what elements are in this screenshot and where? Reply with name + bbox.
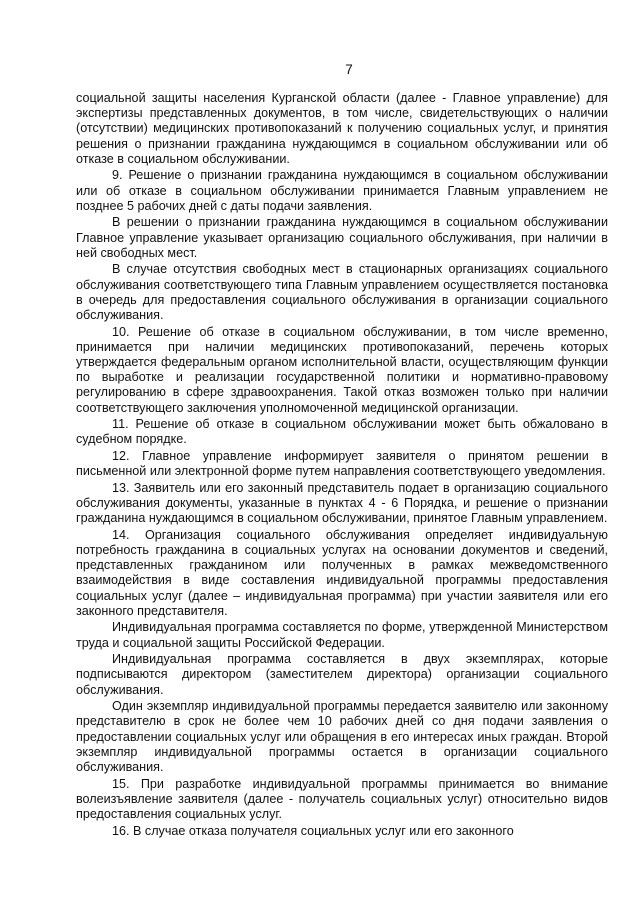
- paragraph-9: 9. Решение о признании гражданина нуждающимся в социальном обслуживании или об отказе в социальном обслуживании принимается Главным управлением не позднее 5 рабочих дней с даты подачи заявления.: [76, 168, 608, 213]
- paragraph-9-queue: В случае отсутствия свободных мест в стационарных организациях социального обслуживания соответствующего типа Главным управлением осуществляется постановка в очередь для предоставления социального обслуживания в организации социального обслуживания.: [76, 262, 608, 323]
- paragraph-14-form: Индивидуальная программа составляется по форме, утвержденной Министерством труда и социальной защиты Российской Федерации.: [76, 620, 608, 650]
- paragraph-15: 15. При разработке индивидуальной программы принимается во внимание волеизъявление заявителя (далее - получатель социальных услуг) относительно видов предоставления социальных услуг.: [76, 776, 608, 822]
- paragraph-13: 13. Заявитель или его законный представитель подает в организацию социального обслуживания документы, указанные в пунктах 4 - 6 Порядка, и решение о признании гражданина нуждающимся в социальном обслуживании, принятое Главным управлением.: [76, 480, 608, 526]
- paragraph-12: 12. Главное управление информирует заявителя о принятом решении в письменной или электронной форме путем направления соответствующего уведомления.: [76, 449, 608, 479]
- paragraph-8-continuation: социальной защиты населения Курганской области (далее - Главное управление) для экспертизы представленных документов, в том числе, свидетельствующих о наличии (отсутствии) медицинских противопоказаний к получению социальных услуг, и принятия решения о признании гражданина нуждающимся в социальном обслуживании или об отказе в социальном обслуживании.: [76, 91, 608, 166]
- document-body: [76, 91, 608, 839]
- paragraph-10: 10. Решение об отказе в социальном обслуживании, в том числе временно, принимается при наличии медицинских противопоказаний, перечень которых утверждается федеральным органом исполнительной власти, осуществляющим функции по выработке и реализации государственной политики и нормативно-правовому регулированию в сфере здравоохранения. Такой отказ возможен только при наличии соответствующего заключения уполномоченной медицинской организации.: [76, 324, 608, 415]
- paragraph-11: 11. Решение об отказе в социальном обслуживании может быть обжаловано в судебном порядке.: [76, 417, 608, 447]
- paragraph-14: 14. Организация социального обслуживания определяет индивидуальную потребность гражданина в социальных услугах на основании документов и сведений, представленных гражданином или полученных в рамках межведомственного взаимодействия в виде составления индивидуальной программы предоставления социальных услуг (далее – индивидуальная программа) при участии заявителя или его законного представителя.: [76, 527, 608, 618]
- paragraph-14-copies: Индивидуальная программа составляется в двух экземплярах, которые подписываются директором (заместителем директора) организации социального обслуживания.: [76, 652, 608, 697]
- paragraph-14-transfer: Один экземпляр индивидуальной программы передается заявителю или законному представителю в срок не более чем 10 рабочих дней со дня подачи заявления о предоставлении социальных услуг или обращения в его интересах иных граждан. Второй экземпляр индивидуальной программы остается в организации социального обслуживания.: [76, 699, 608, 775]
- page-number: 7: [345, 62, 353, 77]
- paragraph-9-organization: В решении о признании гражданина нуждающимся в социальном обслуживании Главное управление указывает организацию социального обслуживания, при наличии в ней свободных мест.: [76, 215, 608, 260]
- paragraph-16: 16. В случае отказа получателя социальных услуг или его законного: [112, 823, 514, 838]
